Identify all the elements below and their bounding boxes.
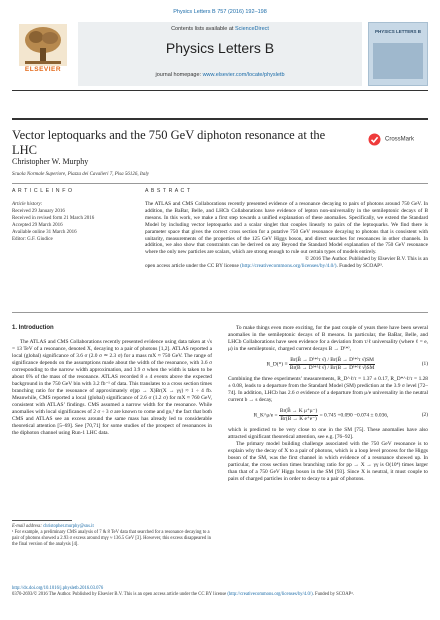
cover-title: PHYSICS LETTERS B bbox=[374, 29, 421, 34]
author-affiliation: Scuola Normale Superiore, Piazza dei Cavalieri 7, Pisa 56126, Italy bbox=[12, 172, 150, 177]
history-item: Received in revised form 21 March 2016 bbox=[12, 216, 95, 221]
sciencedirect-link[interactable]: ScienceDirect bbox=[234, 26, 269, 32]
abstract-rule bbox=[12, 312, 428, 313]
abstract-heading: A B S T R A C T bbox=[145, 188, 191, 194]
equation-denominator: Br(B̄ → K e⁺e⁻) bbox=[280, 416, 317, 422]
copyright-license-link[interactable]: (http://creativecommons.org/licenses/by/4.0/) bbox=[227, 592, 313, 597]
copyright-funding: . Funded by SCOAP³. bbox=[312, 592, 354, 597]
copyright-text: 0370-2693/© 2016 The Author. Published by Elsevier B.V. This is an open access article under the CC BY license bbox=[12, 592, 227, 597]
equation-2 bbox=[228, 408, 428, 423]
equation-denominator: Br(B̄ → D⁽*⁾ℓ ν̄) / Br(B̄ → D⁽*⁾ℓ ν̄)SM bbox=[289, 365, 375, 371]
doi-block bbox=[12, 586, 428, 598]
crossmark-label: CrossMark bbox=[385, 136, 415, 143]
equation-numerator: Br(B̄ → K μ⁺μ⁻) bbox=[279, 408, 318, 414]
homepage-link[interactable]: www.elsevier.com/locate/physletb bbox=[202, 72, 285, 78]
info-rule bbox=[12, 183, 428, 184]
intro-paragraph: The ATLAS and CMS Collaborations recently presented evidence using data taken at √s = 13 TeV of a resonance, denoted X, decaying to a pair of photons [1,2]. ATLAS reported a local (global) significance of 3.6 σ (2.0 σ ≃ 2.3 σ) for a mass mX ≈ 750 GeV. The range of significance depends on the assumptions made about the width of the resonance, with 3.6 σ corresponding to the narrow width approximation, and 3.9 σ when the width is taken to be about 6% of the mass of the resonance. ATLAS recorded 8 ± 4 events above the expected background in the 750 GeV bin with 3.2 fb⁻¹ of data. This translates to a cross section times branching ratio for the resonance of approximately σ(pp → X)Br(X → γγ) ≈ 1 ÷ 4 fb. Meanwhile, CMS reported a local (global) significance of 2.6 σ (1.2 σ) for mX ≈ 760 GeV, consistent with ATLAS’ findings. CMS assumed a narrow width for the resonance. While anomalies with local significances of 2 σ ÷ 3 σ are known to come and go,¹ the fact that both CMS and ATLAS see an excess around the same mass has already led to considerable theoretical attention [5–69]. See [70,71] for some studies of the prospect of resonances in the diphoton channel using Run-1 LHC data. bbox=[12, 339, 212, 436]
history-item: Available online 31 March 2016 bbox=[12, 230, 77, 235]
journal-title: Physics Letters B bbox=[165, 40, 275, 56]
abstract-body bbox=[145, 201, 428, 270]
paragraph: To make things even more exciting, for the past couple of years there have been several anomalies in the semileptonic decays of B mesons. In particular, the BaBar, Belle, and LHCb Collaborations have seen evidence for a deviation from τ/ℓ universality (where ℓ = e, μ) in the semileptonic, charged current decays B → D⁽*⁾, bbox=[228, 325, 428, 352]
history-item: Editor: G.F. Giudice bbox=[12, 237, 53, 242]
equation-lhs: R_K^μ/e = bbox=[253, 412, 278, 419]
equation-1 bbox=[228, 357, 428, 372]
article-title: Vector leptoquarks and the 750 GeV diphoton resonance at the LHC bbox=[12, 128, 326, 157]
crossmark-badge[interactable] bbox=[368, 130, 428, 144]
equation-numerator: Br(B̄ → D⁽*⁾τ ν̄) / Br(B̄ → D⁽*⁾τ ν̄)SM bbox=[290, 357, 374, 363]
abstract-section bbox=[145, 188, 428, 270]
elsevier-tree-icon bbox=[19, 24, 67, 66]
license-link[interactable]: (http://creativecommons.org/licenses/by/4.0/) bbox=[240, 263, 337, 270]
author-name[interactable]: Christopher W. Murphy bbox=[12, 157, 89, 166]
history-item: Accepted 29 March 2016 bbox=[12, 223, 63, 228]
abstract-license: © 2016 The Author. Published by Elsevier B.V. This is an open access article under the CC BY license bbox=[145, 256, 428, 270]
journal-reference[interactable]: Physics Letters B 757 (2016) 192–198 bbox=[173, 9, 267, 15]
cover-art bbox=[373, 43, 423, 79]
history-label: Article history: bbox=[12, 202, 43, 207]
journal-homepage: journal homepage: www.elsevier.com/locate/physletb bbox=[155, 72, 285, 78]
right-column bbox=[228, 325, 428, 483]
title-rule bbox=[12, 118, 428, 120]
paragraph: Combining the three experiments’ measurements, R_D^ℓ/τ = 1.37 ± 0.17, R_D*^ℓ/τ = 1.28 ± 0.08, leads to a departure from the Standard Model (SM) prediction at the 3.9 σ level [72–74]. In addition, LHCb has 2.6 σ evidence of a departure from μ/e universality in the neutral current b → s decay, bbox=[228, 376, 428, 403]
contents-prefix: Contents lists available at bbox=[171, 26, 234, 32]
equation-number: (1) bbox=[421, 361, 428, 367]
equation-lhs: R_D(*) ≡ bbox=[266, 361, 288, 368]
email-link[interactable]: christopher.murphy@sns.it bbox=[43, 524, 94, 529]
footnotes bbox=[12, 524, 212, 548]
elsevier-wordmark: ELSEVIER bbox=[24, 66, 62, 73]
abstract-funding: . Funded by SCOAP³. bbox=[336, 263, 384, 270]
section-heading-introduction: 1. Introduction bbox=[12, 325, 54, 331]
email-label: E-mail address: bbox=[12, 524, 42, 529]
abstract-text: The ATLAS and CMS Collaborations recently presented evidence of a resonance decaying to pairs of photons around 750 GeV. In addition, the BaBar, Belle, and LHCb Collaborations have evidence of lepton non-universality in the semileptonic decays of B mesons. In this work, we make a first step towards a unified explanation of these anomalies. Specifically, we extend the Standard Model by including vector leptoquarks and a scalar singlet that couples linearly to pairs of the leptoquarks. We find there is parameter space that gives the correct cross section for a putative 750 GeV resonance decaying to photons that is consistent with unitarity, measurements of the properties of the 125 GeV Higgs boson, and direct searches for resonances in other channels. In addition, we also show that constraints can be derived on any Beyond the Standard Model explanation of the 750 GeV resonance where the only new particles are scalars, which are strong enough to rule out certain types of models entirely. bbox=[145, 201, 428, 256]
crossmark-icon bbox=[368, 133, 381, 146]
contents-line bbox=[78, 26, 362, 32]
paragraph: which is predicted to be very close to one in the SM [75]. These anomalies have also attracted significant theoretical attention, see e.g. [76–92]. bbox=[228, 427, 428, 440]
equation-rhs: = 0.745 +0.090 −0.074 ± 0.036, bbox=[319, 412, 389, 419]
paragraph: The primary model building challenge associated with the 750 GeV resonance is to explain why the decay of X to a pair of photons, which is a loop level process for the Higgs boson of the SM, was the first channel in which evidence of a resonance showed up. In particular, the cross section times branching ratio for pp → X → γγ is O(10⁴) times larger than that of a 750 GeV Higgs boson in the SM [93]. Since X is neutral, it must couple to pairs of charged particles in order to decay to a pair of photons. bbox=[228, 441, 428, 482]
left-column bbox=[12, 325, 212, 437]
article-info bbox=[12, 188, 132, 243]
history-item: Received 29 January 2016 bbox=[12, 209, 65, 214]
journal-cover-thumbnail[interactable] bbox=[368, 22, 428, 86]
article-info-heading: A R T I C L E I N F O bbox=[12, 188, 73, 194]
equation-number: (2) bbox=[421, 412, 428, 418]
header-rule bbox=[12, 90, 428, 91]
footnote-1: ¹ For example, a preliminary CMS analysis of 7 & 8 TeV data that searched for a resonance decaying to a pair of photons showed a 2.93 σ excess around mγγ ≈ 136.5 GeV [3]. However, this excess disappeared in the final version of the analysis [4]. bbox=[12, 530, 212, 547]
doi-link[interactable]: http://dx.doi.org/10.1016/j.physletb.2016.03.076 bbox=[12, 586, 104, 591]
footnote-rule bbox=[12, 520, 72, 521]
elsevier-logo[interactable] bbox=[12, 22, 74, 82]
